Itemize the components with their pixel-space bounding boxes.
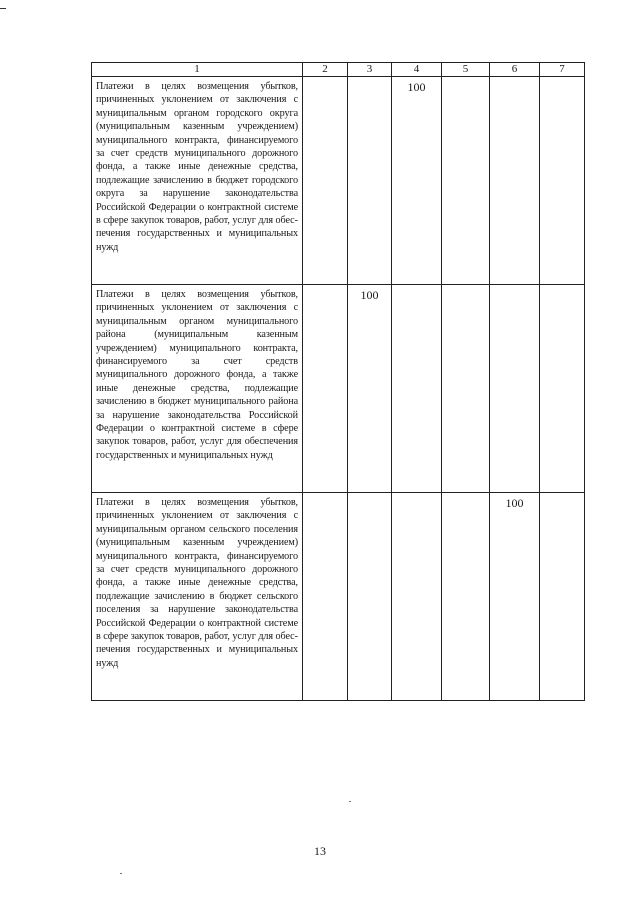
table-row	[92, 77, 585, 285]
table-cell	[348, 493, 392, 701]
column-header: 3	[348, 63, 392, 77]
table-cell	[540, 77, 585, 285]
table-cell	[540, 285, 585, 493]
scan-speck	[120, 873, 122, 874]
page-edge-mark	[0, 8, 6, 9]
row-description: Платежи в целях возмещения убытков, причиненных уклонением от заключения с муниципальным органом муниципального района (муниципальным казенным учреждением) муниципального контракта, финансируемого за счет средств муниципального дорожного фонда, а также иные денежные средства, подлежащие зачислению в бюджет муниципального района за нарушение законодательства Российской Федерации о контрактной системе в сфере закупок товаров, работ, услуг для обеспечения государственных и муниципальных нужд	[92, 285, 303, 493]
column-header: 6	[490, 63, 540, 77]
column-header: 4	[392, 63, 442, 77]
page-number: 13	[314, 844, 326, 858]
table-cell	[490, 77, 540, 285]
budget-codes-table	[91, 62, 585, 701]
table-cell	[442, 285, 490, 493]
table-cell	[392, 493, 442, 701]
table-row	[92, 285, 585, 493]
table-cell: 100	[348, 285, 392, 493]
column-header: 2	[303, 63, 348, 77]
table-cell	[303, 77, 348, 285]
table-cell	[303, 493, 348, 701]
table-cell: 100	[490, 493, 540, 701]
table-row	[92, 493, 585, 701]
table-cell	[442, 493, 490, 701]
row-description: Платежи в целях возмещения убытков, причиненных уклонением от заключения с муниципальным органом сельского поселения (муниципальным казенным учреждением) муниципального контракта, финансируемого за счет средств муниципального дорожного фонда, а также иные денежные средства, подлежащие зачислению в бюджет сельского поселения за нарушение законодательства Российской Федерации о контрактной системе в сфере закупок товаров, работ, услуг для обеспечения государственных и муниципальных нужд	[92, 493, 303, 701]
table-cell	[303, 285, 348, 493]
column-header: 7	[540, 63, 585, 77]
row-description: Платежи в целях возмещения убытков, причиненных уклонением от заключения с муниципальным органом городского округа (муниципальным казенным учреждением) муниципального контракта, финансируемого за счет средств муниципального дорожного фонда, а также иные денежные средства, подлежащие зачислению в бюджет городского округа за нарушение законодательства Российской Федерации о контрактной системе в сфере закупок товаров, работ, услуг для обеспечения государственных и муниципальных нужд	[92, 77, 303, 285]
table-cell	[442, 77, 490, 285]
scan-speck	[349, 801, 351, 802]
table-cell	[540, 493, 585, 701]
table-cell	[392, 285, 442, 493]
column-header: 5	[442, 63, 490, 77]
table-cell	[490, 285, 540, 493]
table-header-row	[92, 63, 585, 77]
column-header: 1	[92, 63, 303, 77]
table-cell	[348, 77, 392, 285]
table-cell: 100	[392, 77, 442, 285]
